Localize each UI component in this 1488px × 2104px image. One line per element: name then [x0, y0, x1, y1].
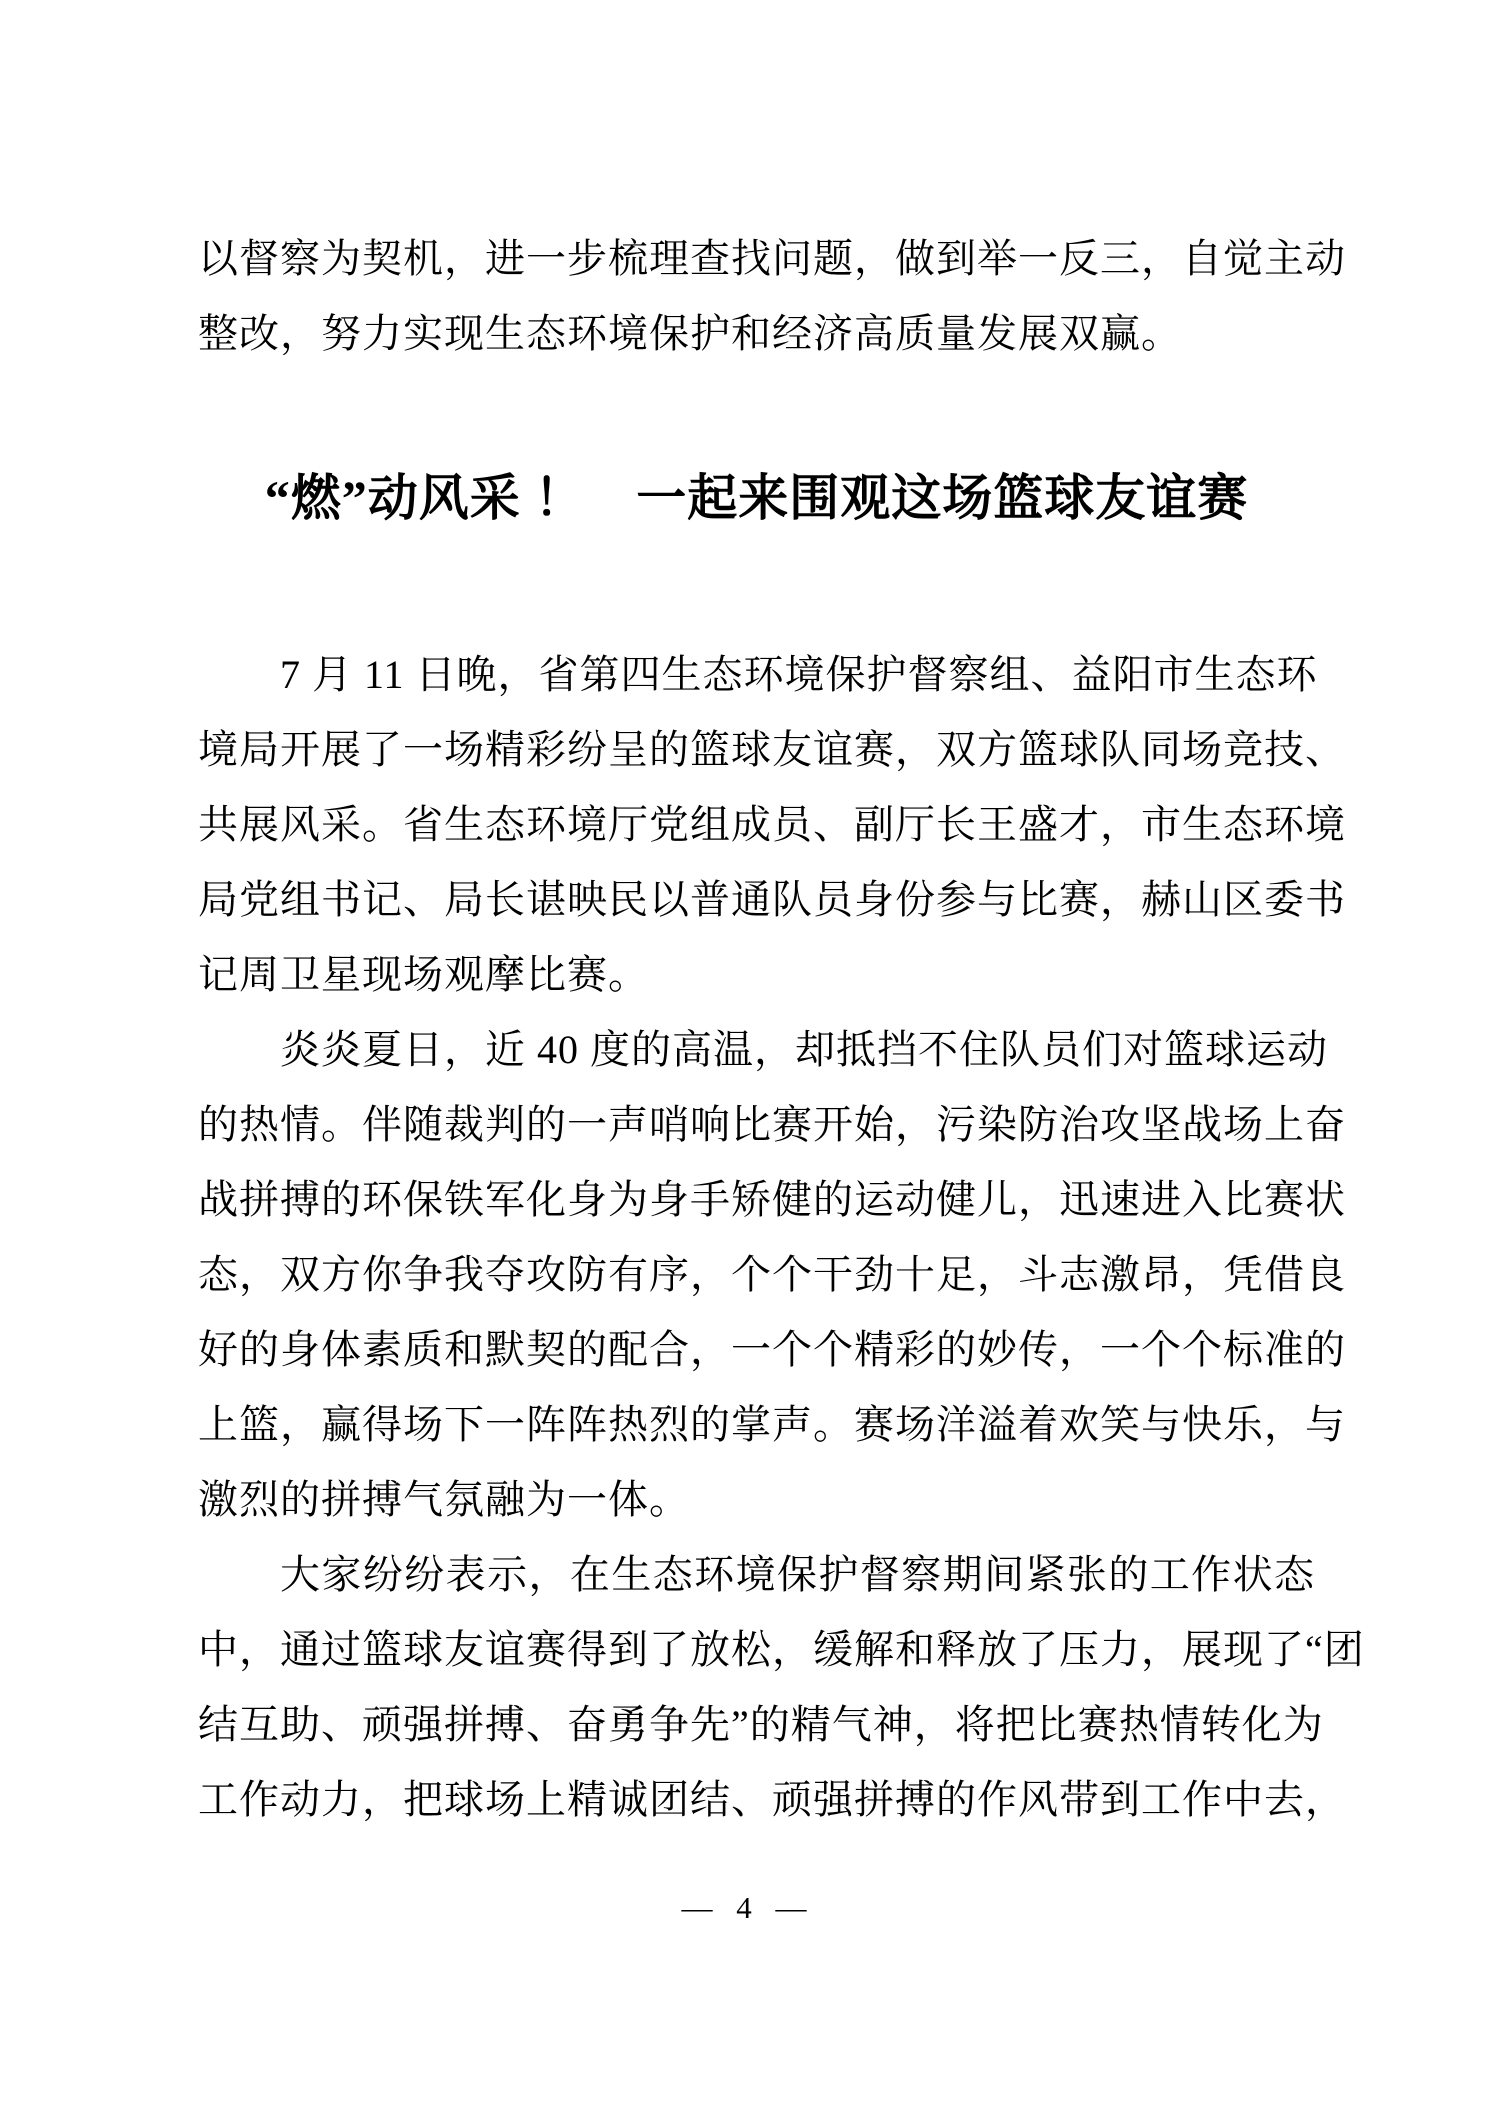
body-line: 结互助、顽强拼搏、奋勇争先”的精气神，将把比赛热情转化为	[198, 1702, 1324, 1747]
article-heading: “燃”动风采 ！ 一起来围观这场篮球友谊赛	[264, 470, 1249, 526]
article-body	[198, 637, 1365, 1837]
paragraph-continuation	[198, 221, 1346, 371]
body-line: 记周卫星现场观摩比赛。	[198, 952, 649, 997]
body-line: 大家纷纷表示，在生态环境保护督察期间紧张的工作状态	[280, 1552, 1315, 1597]
body-line: 局党组书记、局长谌映民以普通队员身份参与比赛，赫山区委书	[198, 877, 1346, 922]
body-line: 整改，努力实现生态环境保护和经济高质量发展双赢。	[198, 311, 1182, 356]
body-line: 好的身体素质和默契的配合，一个个精彩的妙传，一个个标准的	[198, 1327, 1346, 1372]
page-number: — 4 —	[681, 1890, 807, 1925]
paragraph-3	[198, 1537, 1365, 1837]
body-line: 中，通过篮球友谊赛得到了放松，缓解和释放了压力，展现了“团	[198, 1627, 1365, 1672]
body-line: 上篮，赢得场下一阵阵热烈的掌声。赛场洋溢着欢笑与快乐，与	[198, 1402, 1346, 1447]
body-line: 战拼搏的环保铁军化身为身手矫健的运动健儿，迅速进入比赛状	[198, 1177, 1346, 1222]
article-heading-row	[198, 448, 1315, 548]
body-line: 以督察为契机，进一步梳理查找问题，做到举一反三，自觉主动	[198, 236, 1346, 281]
body-line: 共展风采。省生态环境厅党组成员、副厅长王盛才，市生态环境	[198, 802, 1346, 847]
paragraph-1	[198, 637, 1346, 1012]
body-line: 态，双方你争我夺攻防有序，个个干劲十足，斗志激昂，凭借良	[198, 1252, 1346, 1297]
body-line: 7 月 11 日晚，省第四生态环境保护督察组、益阳市生态环	[280, 652, 1318, 697]
body-line: 境局开展了一场精彩纷呈的篮球友谊赛，双方篮球队同场竞技、	[198, 727, 1346, 772]
body-line: 激烈的拼搏气氛融为一体。	[198, 1477, 690, 1522]
body-line: 炎炎夏日，近 40 度的高温，却抵挡不住队员们对篮球运动	[280, 1027, 1328, 1072]
body-line: 的热情。伴随裁判的一声哨响比赛开始，污染防治攻坚战场上奋	[198, 1102, 1346, 1147]
body-line: 工作动力，把球场上精诚团结、顽强拼搏的作风带到工作中去，	[198, 1777, 1346, 1822]
paragraph-2	[198, 1012, 1346, 1537]
